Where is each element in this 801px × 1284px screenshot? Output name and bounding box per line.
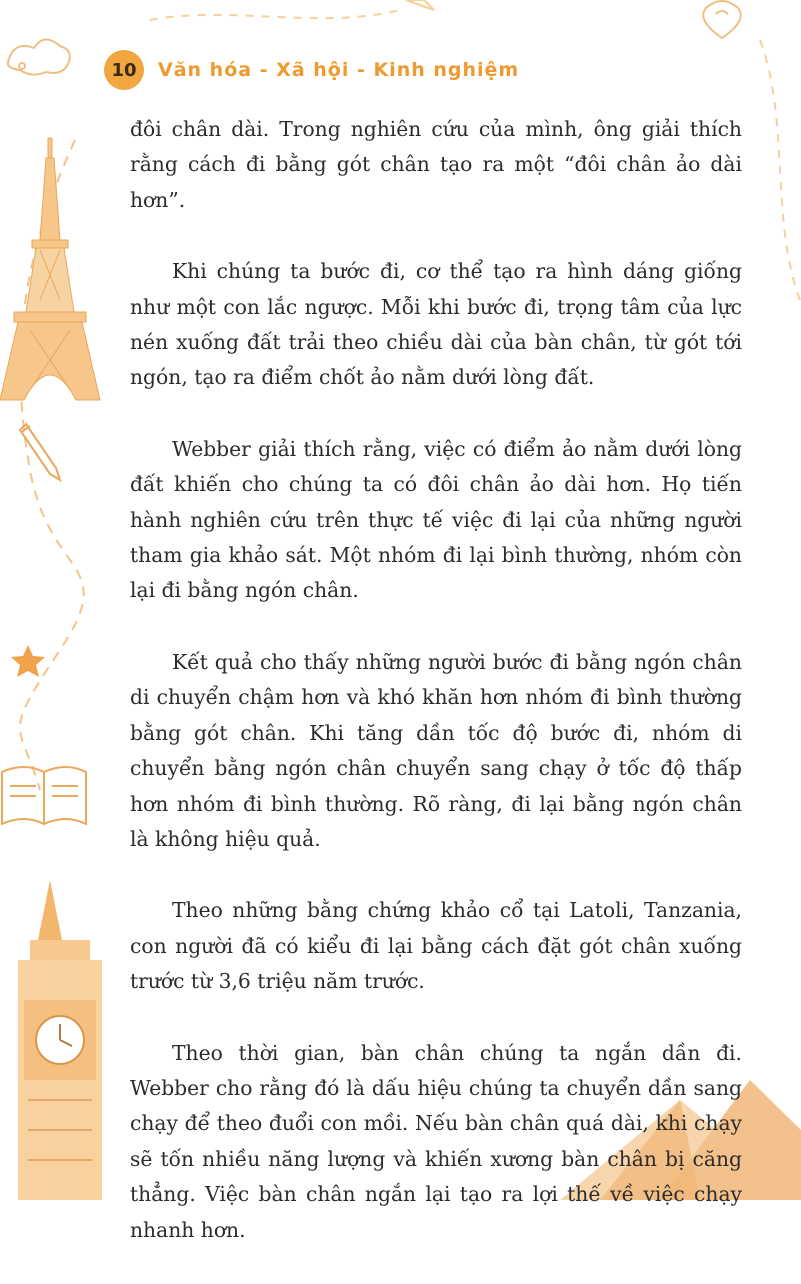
star-icon — [11, 645, 45, 677]
map-pin-icon — [703, 1, 741, 38]
running-title: Văn hóa - Xã hội - Kinh nghiệm — [158, 59, 520, 81]
eiffel-tower-icon — [0, 138, 100, 400]
body-text — [130, 112, 742, 1284]
paragraph: Webber giải thích rằng, việc có điểm ảo nằm dưới lòng đất khiến cho chúng ta có đôi chân ảo dài hơn. Họ tiến hành nghiên cứu trên thực tế việc đi lại của những người tham gia khảo sát. Một nhóm đi lại bình thường, nhóm còn lại đi bằng ngón chân. — [130, 436, 742, 603]
paragraph: Kết quả cho thấy những người bước đi bằng ngón chân di chuyển chậm hơn và khó khăn hơn nhóm đi bình thường bằng gót chân. Khi tăng dần tốc độ bước đi, nhóm di chuyển bằng ngón chân chuyển sang chạy ở tốc độ thấp hơn nhóm đi bình thường. Rõ ràng, đi lại bằng ngón chân là không hiệu quả. — [130, 649, 742, 851]
running-header — [104, 50, 519, 90]
dashed-path-top — [150, 10, 400, 20]
big-ben-icon — [18, 880, 102, 1200]
paragraph: Khi chúng ta bước đi, cơ thể tạo ra hình dáng giống như một con lắc ngược. Mỗi khi bước đi, trọng tâm của lực nén xuống đất trải theo chiều dài của bàn chân, từ gót tới ngón, tạo ra điểm chốt ảo nằm dưới lòng đất. — [130, 259, 742, 390]
paragraph: Theo thời gian, bàn chân chúng ta ngắn dần đi. Webber cho rằng đó là dấu hiệu chúng ta chuyển dần sang chạy để theo đuổi con mồi. Nếu bàn chân quá dài, khi chạy sẽ tốn nhiều năng lượng và khiến xương bàn chân bị căng thẳng. Việc bàn chân ngắn lại tạo ra lợi thế về việc chạy nhanh hơn. — [130, 1040, 742, 1242]
dashed-path-right — [760, 40, 800, 300]
paragraph: Theo những bằng chứng khảo cổ tại Latoli, Tanzania, con người đã có kiểu đi lại bằng cách đặt gót chân xuống trước từ 3,6 triệu năm trước. — [130, 898, 742, 994]
paragraph: đôi chân dài. Trong nghiên cứu của mình, ông giải thích rằng cách đi bằng gót chân tạo ra một “đôi chân ảo dài hơn”. — [130, 117, 742, 212]
paper-plane-icon — [406, 0, 434, 10]
pencil-icon — [20, 424, 60, 480]
cloud-icon — [8, 39, 70, 74]
open-book-icon — [2, 767, 86, 824]
page-number-badge: 10 — [104, 50, 144, 90]
